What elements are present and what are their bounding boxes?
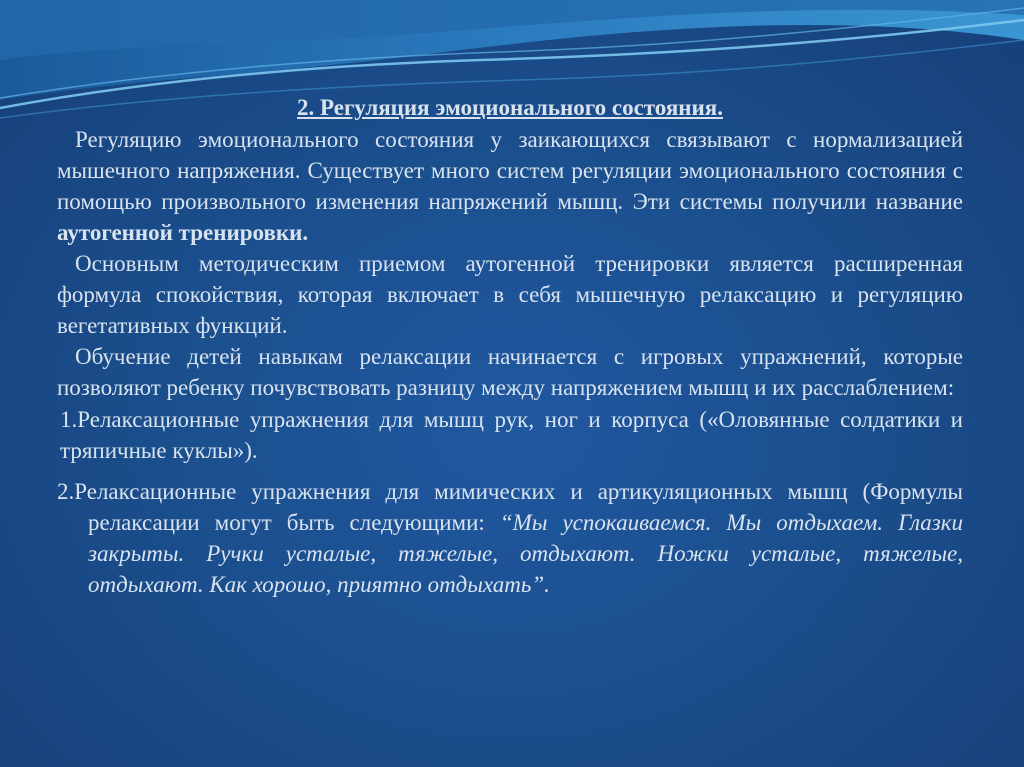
paragraph-relaxation-training: Обучение детей навыкам релаксации начинается с игровых упражнений, которые позволяют ребенку почувствовать разницу между напряжением мышц и их расслаблением:	[57, 344, 963, 400]
paragraph-1-text: Регуляцию эмоционального состояния у заикающихся связывают с нормализацией мышечного напряжения. Существует много систем регуляции эмоционального состояния с помощью произвольного изменения напряжений мышц. Эти системы получили название	[57, 127, 963, 214]
slide-content	[57, 92, 963, 600]
list-item-2	[57, 476, 963, 600]
list-item-2-text: 2.Релаксационные упражнения для мимических и артикуляционных мышц (Формулы релаксации могут быть следующими:	[57, 479, 963, 535]
paragraph-autogenic-training	[57, 124, 963, 248]
list-item-2-quote: “Мы успокаиваемся. Мы отдыхаем. Глазки закрыты. Ручки усталые, тяжелые, отдыхают. Ножки усталые, тяжелые, отдыхают. Как хорошо, приятно отдыхать”.	[88, 510, 963, 597]
paragraph-1-bold-term: аутогенной тренировки.	[57, 220, 309, 245]
list-item-1: 1.Релаксационные упражнения для мышц рук, ног и корпуса («Оловянные солдатики и тряпичные куклы»).	[60, 407, 963, 463]
paragraph-method: Основным методическим приемом аутогенной тренировки является расширенная формула спокойствия, которая включает в себя мышечную релаксацию и регуляцию вегетативных функций.	[57, 251, 963, 338]
slide-title: 2. Регуляция эмоционального состояния.	[297, 95, 723, 120]
